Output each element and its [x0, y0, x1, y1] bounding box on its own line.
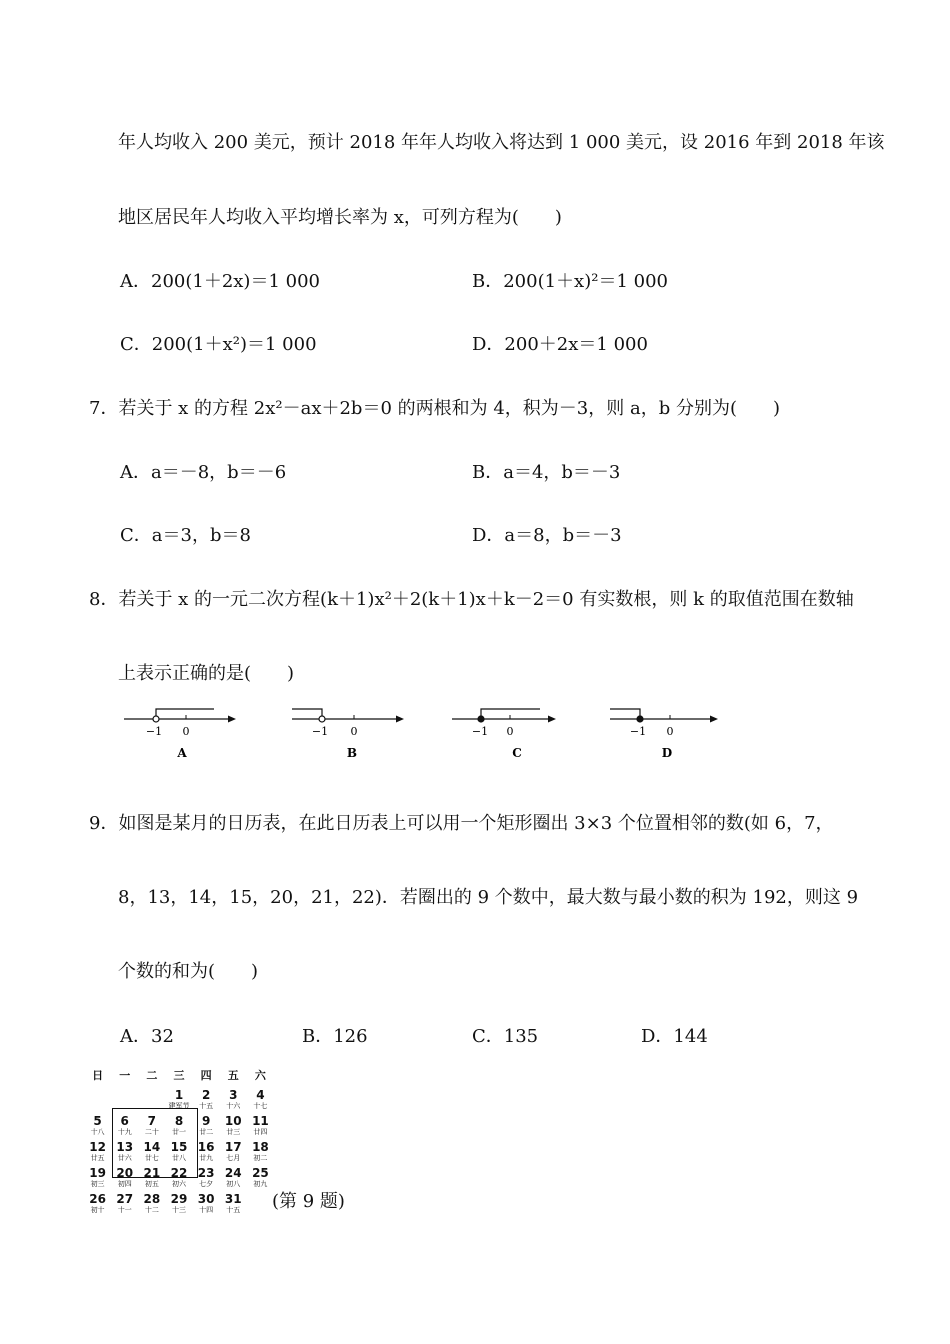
q6-option-d: D．200＋2x＝1 000 [472, 334, 648, 355]
weekday-header: 四 [200, 1069, 212, 1082]
day-number: 4 [256, 1088, 265, 1102]
q6-option-a: A．200(1＋2x)＝1 000 [120, 271, 320, 292]
lunar-date: 十四 [199, 1206, 214, 1214]
tick-label-zero: 0 [666, 725, 674, 738]
lunar-date: 初六 [171, 1180, 186, 1188]
calendar-day [220, 1115, 247, 1141]
calendar-day [138, 1193, 165, 1219]
day-number: 12 [89, 1140, 106, 1154]
calendar-day [84, 1167, 111, 1193]
lunar-date: 廿五 [90, 1154, 105, 1162]
day-number: 31 [224, 1192, 242, 1206]
q9-option-d: D．144 [641, 1026, 708, 1047]
lunar-date: 十五 [226, 1206, 241, 1214]
q7-option-c: C．a＝3，b＝8 [120, 525, 251, 546]
q6-option-c: C．200(1＋x²)＝1 000 [120, 334, 317, 355]
day-number: 13 [116, 1140, 134, 1154]
calendar-week-row [84, 1193, 274, 1219]
figure-label: B [346, 746, 358, 760]
lunar-date: 二十 [144, 1128, 159, 1136]
calendar-day [84, 1141, 111, 1167]
tick-label-neg1: −1 [629, 725, 647, 738]
lunar-date: 廿九 [199, 1154, 214, 1162]
number-line-b [288, 702, 408, 768]
lunar-date: 廿四 [253, 1128, 268, 1136]
day-number: 21 [143, 1166, 161, 1180]
lunar-date: 七月 [226, 1154, 241, 1162]
q9-text-line1: 9．如图是某月的日历表，在此日历表上可以用一个矩形圈出 3×3 个位置相邻的数(如 6，7， [89, 813, 834, 834]
q6-option-b: B．200(1＋x)²＝1 000 [472, 271, 668, 292]
calendar-figure [84, 1067, 274, 1219]
lunar-date: 初三 [90, 1180, 105, 1188]
q7-option-a: A．a＝－8，b＝－6 [120, 462, 287, 483]
day-number: 25 [252, 1166, 269, 1180]
q8-text-line1: 8．若关于 x 的一元二次方程(k＋1)x²＋2(k＋1)x＋k－2＝0 有实数根，则 k 的取值范围在数轴 [89, 589, 854, 610]
calendar-day [84, 1089, 111, 1115]
calendar-header-row [84, 1067, 274, 1089]
q8-text-line2: 上表示正确的是( ) [118, 663, 295, 684]
lunar-date: 初二 [253, 1154, 268, 1162]
day-number: 7 [147, 1114, 157, 1128]
day-number: 1 [174, 1088, 184, 1102]
day-number: 10 [224, 1114, 242, 1128]
tick-label-zero: 0 [506, 725, 514, 738]
day-number: 20 [116, 1166, 134, 1180]
lunar-date: 初四 [117, 1180, 132, 1188]
day-number: 18 [252, 1140, 269, 1154]
day-number: 5 [93, 1114, 102, 1128]
weekday-header: 日 [92, 1069, 104, 1082]
day-number: 19 [89, 1166, 106, 1180]
day-number: 26 [89, 1192, 106, 1206]
day-number: 9 [201, 1114, 211, 1128]
calendar-day [247, 1115, 274, 1141]
calendar-day [220, 1193, 247, 1219]
tick-label-neg1: −1 [471, 725, 489, 738]
calendar-day [111, 1193, 138, 1219]
day-number: 22 [170, 1166, 188, 1180]
q7-option-b: B．a＝4，b＝－3 [472, 462, 621, 483]
calendar-day [247, 1089, 274, 1115]
lunar-date: 廿六 [117, 1154, 132, 1162]
tick-label-neg1: −1 [145, 725, 163, 738]
calendar-day [247, 1193, 274, 1219]
number-line-c [448, 702, 568, 768]
q9-text-line2: 8，13，14，15，20，21，22)．若圈出的 9 个数中，最大数与最小数的积为 192，则这 9 [118, 887, 859, 908]
tick-label-zero: 0 [350, 725, 358, 738]
lunar-date: 十七 [253, 1102, 268, 1110]
day-number: 27 [116, 1192, 134, 1206]
day-number: 3 [229, 1088, 238, 1102]
calendar-day [165, 1193, 192, 1219]
q6-text-line1: 年人均收入 200 美元，预计 2018 年年人均收入将达到 1 000 美元，设 2016 年到 2018 年该 [118, 132, 885, 153]
q9-text-line3: 个数的和为( ) [118, 961, 259, 982]
weekday-header: 六 [254, 1069, 266, 1082]
weekday-header: 三 [173, 1069, 185, 1082]
lunar-date: 十一 [117, 1206, 132, 1214]
tick-label-neg1: −1 [311, 725, 329, 738]
lunar-date: 十六 [226, 1102, 241, 1110]
day-number: 29 [170, 1192, 188, 1206]
number-line-a [120, 702, 240, 768]
q9-option-b: B．126 [302, 1026, 368, 1047]
day-number: 28 [143, 1192, 161, 1206]
lunar-date: 初十 [90, 1206, 105, 1214]
lunar-date: 初九 [253, 1180, 268, 1188]
day-number: 24 [224, 1166, 242, 1180]
day-number: 14 [143, 1140, 161, 1154]
figure-label: C [512, 746, 522, 760]
q9-option-a: A．32 [120, 1026, 174, 1047]
calendar-day [247, 1141, 274, 1167]
lunar-date: 七夕 [199, 1180, 214, 1188]
day-number: 6 [120, 1114, 129, 1128]
day-number: 30 [197, 1192, 215, 1206]
lunar-date: 十五 [199, 1102, 214, 1110]
lunar-date: 十三 [171, 1206, 186, 1214]
q7-text-line1: 7．若关于 x 的方程 2x²－ax＋2b＝0 的两根和为 4，积为－3，则 a，b 分别为( ) [89, 398, 780, 419]
tick-label-zero: 0 [182, 725, 190, 738]
day-number: 23 [197, 1166, 215, 1180]
lunar-date: 廿七 [144, 1154, 159, 1162]
lunar-date: 十八 [90, 1128, 105, 1136]
lunar-date: 廿三 [226, 1128, 241, 1136]
day-number: 11 [252, 1114, 269, 1128]
calendar-day [193, 1193, 220, 1219]
day-number: 8 [174, 1114, 184, 1128]
lunar-date: 初八 [226, 1180, 241, 1188]
figure-label: A [177, 746, 187, 760]
calendar-day [220, 1089, 247, 1115]
calendar-day [84, 1193, 111, 1219]
lunar-date: 十九 [117, 1128, 132, 1136]
number-line-d [606, 702, 726, 768]
calendar-day [84, 1115, 111, 1141]
day-number: 16 [197, 1140, 215, 1154]
day-number: 15 [170, 1140, 188, 1154]
q9-option-c: C．135 [472, 1026, 539, 1047]
weekday-header: 一 [119, 1069, 131, 1082]
weekday-header: 五 [227, 1069, 239, 1082]
calendar-day [247, 1167, 274, 1193]
selection-rectangle [112, 1108, 198, 1178]
lunar-date: 廿二 [199, 1128, 214, 1136]
lunar-date: 廿八 [171, 1154, 186, 1162]
q6-text-line2: 地区居民年人均收入平均增长率为 x，可列方程为( ) [118, 207, 562, 228]
figure-label: D [661, 746, 673, 760]
lunar-date: 建军节 [168, 1102, 190, 1110]
calendar-day [220, 1141, 247, 1167]
lunar-date: 初五 [144, 1180, 159, 1188]
weekday-header: 二 [146, 1069, 158, 1082]
calendar-day [220, 1167, 247, 1193]
q7-option-d: D．a＝8，b＝－3 [472, 525, 622, 546]
figure-caption: (第 9 题) [272, 1191, 345, 1212]
day-number: 2 [201, 1088, 211, 1102]
lunar-date: 十二 [144, 1206, 159, 1214]
day-number: 17 [224, 1140, 242, 1154]
lunar-date: 廿一 [171, 1128, 186, 1136]
